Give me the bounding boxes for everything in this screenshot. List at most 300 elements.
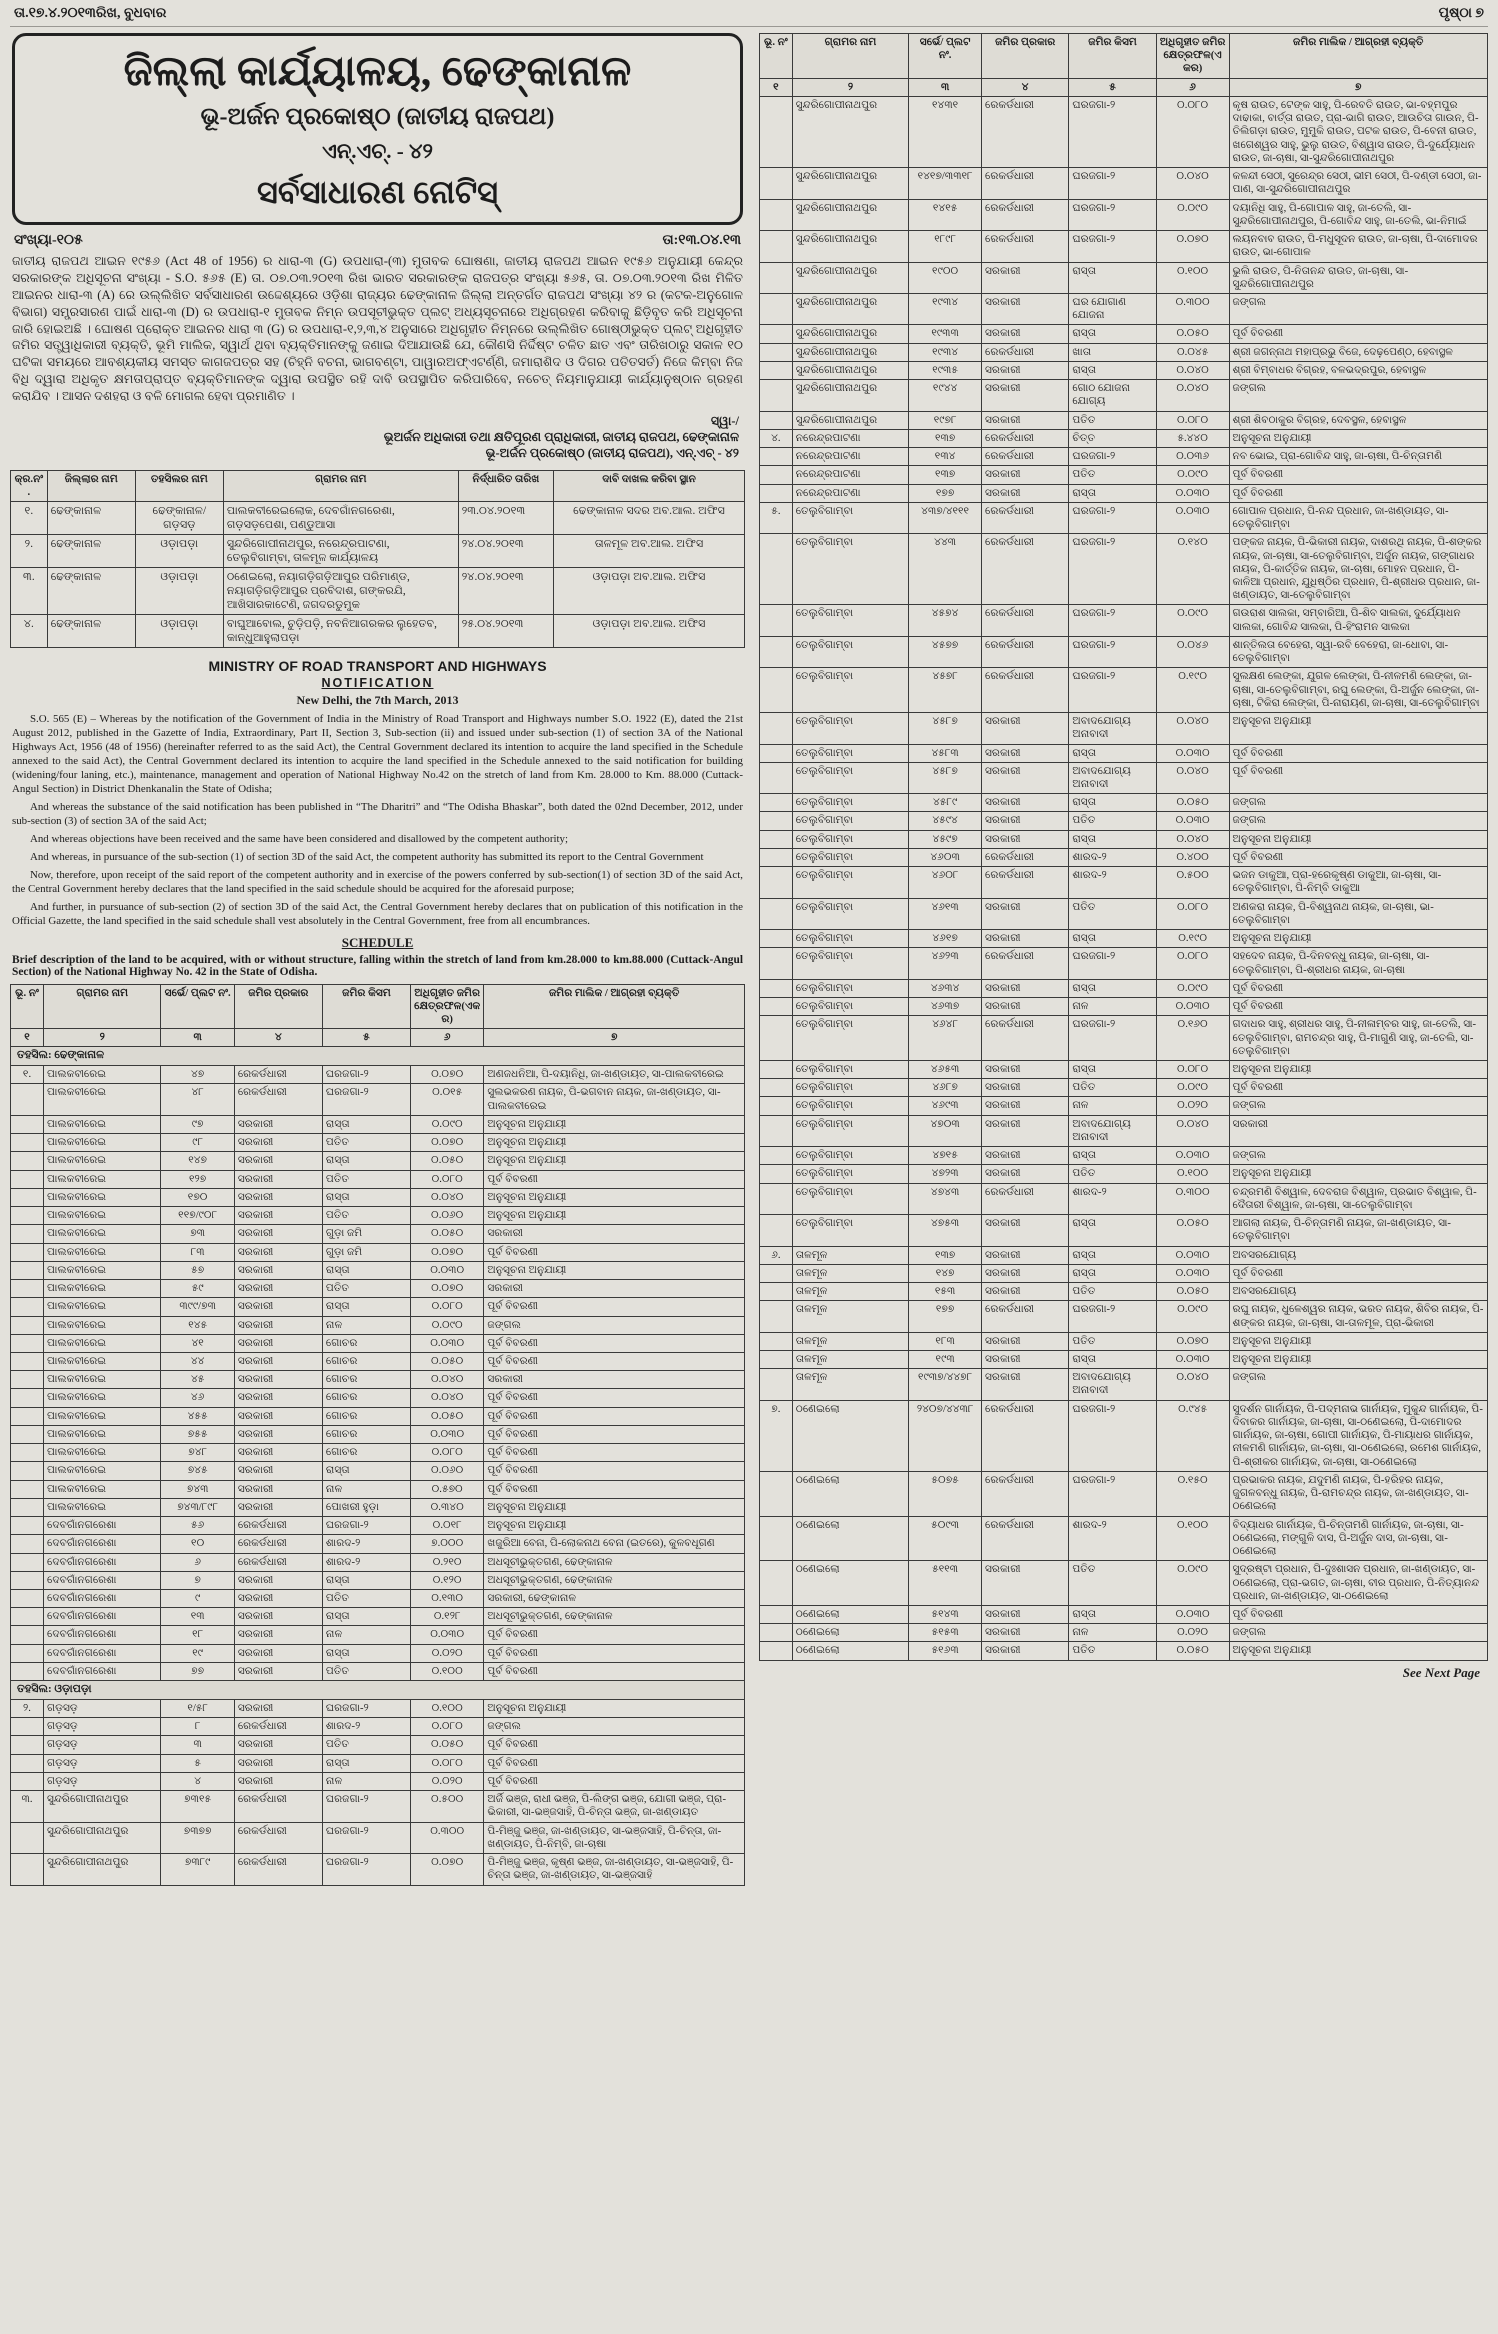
- table-cell: ଶ୍ରୀ ବିମ୍ବାଧର ବିଗ୍ରହ, ବଳଭଦ୍ରପୁର, ହେବାସ୍ଥଳ: [1229, 361, 1487, 379]
- table-cell: ୪୭୫୩: [909, 1215, 982, 1246]
- table-row: [11, 1480, 745, 1498]
- table-cell: କୃଷ ରାଉତ, ଟେଙ୍କ ସାହୁ, ପି-ରେବତି ରାଉତ, ଭା-ବହ୍ମପୁର ଦାଢାକା, ବାର୍ତ୍ତା ରାଉତ, ପ୍ରା-ଭାଗି ରାଉତ, ଆଉଚିତା ଗାଉନ, ପି-ତିଲିଗଡ଼ା ରାଉତ, ମୁମୁକି ରାଉତ, ପଟକ ରାଉତ, ପି-ବେନୀ ରାଉତ, ଖଗେଶ୍ୱର ସାହୁ, ଭୁଲୁ ରାଉତ, ବିଶ୍ୱାସ ରାଉତ, ପି-ଦୁର୍ଯ୍ୟୋଧନ ରାଉତ, ଜା-ଚାଷା, ସା-ସୁନ୍ଦରିଗୋପୀନାଥପୁର: [1229, 96, 1487, 167]
- signature-office: ଭୂ-ଅର୍ଜନ ପ୍ରକୋଷ୍ଠ (ଜାତୀୟ ରାଜପଥ), ଏନ୍.ଏଚ୍ - ୪୨: [485, 446, 739, 461]
- table-cell: ୭.: [760, 1400, 793, 1471]
- table-cell: ପୂର୍ବ ବିବରଣୀ: [1229, 466, 1487, 484]
- table-cell: ତେଲୁବିଗାମ୍ବା: [792, 998, 908, 1016]
- table-cell: ୧୪୧୫: [909, 199, 982, 230]
- table-cell: ୨୪୦୭/୪୪୩୮: [909, 1400, 982, 1471]
- table-cell: ୦.୦୨୦: [1156, 1624, 1229, 1642]
- table-cell: ରାସ୍ତା: [1069, 1605, 1156, 1623]
- table-cell: [760, 448, 793, 466]
- table-row: [11, 1736, 745, 1754]
- table-cell: ପାଲକବୀରେଇ: [44, 1280, 161, 1298]
- table-cell: [11, 1243, 44, 1261]
- table-cell: ଜଙ୍ଗଲ: [1229, 1097, 1487, 1115]
- columns: [10, 31, 1488, 1886]
- table-cell: ଓଡ଼ାପଡ଼ା ଅବ.ଆଲ. ଅଫିସ: [554, 615, 745, 648]
- table-cell: ଠଣେଇଲୋ, ନୟାଗଡ଼ିଗଡ଼ିଆପୁର ପରିମାଣ୍ଡ, ନୟାଗଡ଼ିଗଡ଼ିଆପୁର ପ୍ରବିଦାଶ, ଗଙ୍କରଯି, ଆଖିସାରକାଟେଣି, ଜଗଦରଡୁମୁକ: [223, 568, 458, 615]
- table-cell: ସରକାରୀ: [982, 794, 1069, 812]
- table-cell: ବାଘୁଆବୋଲ, ଚୁଡ଼ିପଡ଼ି, ନବନିଆଗରକର ଲୁହେତବ, କାନ୍ଧୁଆହୁଲାପଡ଼ା: [223, 615, 458, 648]
- table-cell: ଅନୁସୂଚନା ଅନୁଯାୟୀ: [1229, 930, 1487, 948]
- table-cell: ୦.୧୦୦: [411, 1662, 484, 1680]
- table-cell: ୭୫୫: [161, 1425, 234, 1443]
- table-cell: ନରେନ୍ଦ୍ରପାଟଣା: [792, 448, 908, 466]
- table-cell: [760, 1350, 793, 1368]
- table-cell: ୦.୦୨୦: [411, 1644, 484, 1662]
- table-cell: ଘରଜଗା-୨: [322, 1822, 410, 1853]
- table-cell: [760, 636, 793, 667]
- table-cell: ତେଲୁବିଗାମ୍ବା: [792, 830, 908, 848]
- table-cell: ସରକାରୀ: [484, 1280, 745, 1298]
- table-cell: [760, 898, 793, 929]
- table-cell: [760, 762, 793, 793]
- table-row: [11, 502, 745, 535]
- table-cell: ସରକାରୀ: [234, 1754, 322, 1772]
- table-cell: ସରକାରୀ: [234, 1462, 322, 1480]
- table-cell: ରାସ୍ତା: [1069, 830, 1156, 848]
- table-cell: ୦.୦୩୦: [1156, 1246, 1229, 1264]
- table-cell: ରେକର୍ଡଧାରୀ: [234, 1084, 322, 1115]
- notification-paragraph: And further, in pursuance of sub-section (2) of section 3D of the said Act, the Central Government hereby declares that on publication of this notification in the Official Gazette, the land specified in the said schedule shall vest absolutely in the Central Government, free from all encumbrances.: [12, 900, 743, 927]
- table-row: [11, 1316, 745, 1334]
- table-cell: [760, 1079, 793, 1097]
- see-next-page-note: See Next Page: [1402, 1664, 1480, 1680]
- table-cell: ସୁନ୍ଦରିଗୋପୀନାଥପୁର: [792, 343, 908, 361]
- table-cell: ୫୧୫୩: [909, 1624, 982, 1642]
- table-row: [760, 231, 1488, 262]
- table-cell: ରେକର୍ଡଧାରୀ: [982, 848, 1069, 866]
- table-cell: ପାଲକବୀରେଇ: [44, 1084, 161, 1115]
- table-row: [760, 1301, 1488, 1332]
- table-cell: [11, 1535, 44, 1553]
- table-cell: ୩.: [11, 1791, 44, 1822]
- column-header: ୫: [322, 1029, 410, 1047]
- table-cell: ଅର୍ଜି ଭଞ୍ଜ, ରାଧୀ ଭଞ୍ଜ, ପି-ଲିଙ୍ଗ ଭଞ୍ଜ, ଯୋଗୀ ଭଞ୍ଜ, ପ୍ରା-ଭିକାରୀ, ସା-ଭଞ୍ଜସାହି, ପି-ଚିନ୍ତା ଭଞ୍ଜ, ଜା-ଖଣ୍ଡାୟତ: [484, 1791, 745, 1822]
- table-cell: [760, 812, 793, 830]
- table-cell: ଘର ଯୋଗାଣ ଯୋଜନା: [1069, 293, 1156, 324]
- table-cell: ଘରଜଗା-୨: [1069, 636, 1156, 667]
- table-cell: ୧୭୭: [909, 1301, 982, 1332]
- table-cell: ୨୪.୦୪.୨୦୧୩: [458, 568, 553, 615]
- table-cell: ସରକାରୀ: [234, 1644, 322, 1662]
- table-cell: ୪୬: [161, 1389, 234, 1407]
- table-cell: ତେଲୁବିଗାମ୍ବା: [792, 668, 908, 713]
- table-cell: ପାଲକବୀରେଇ: [44, 1298, 161, 1316]
- table-row: [760, 1332, 1488, 1350]
- table-row: [760, 380, 1488, 411]
- table-cell: ରେକର୍ଡଧାରୀ: [982, 668, 1069, 713]
- table-cell: ୧୯୦୦: [909, 262, 982, 293]
- table-cell: ୧୯୩୪: [909, 293, 982, 324]
- table-cell: ତେଲୁବିଗାମ୍ବା: [792, 948, 908, 979]
- table-cell: ଅନୁସୂଚନା ଅନୁଯାୟୀ: [1229, 713, 1487, 744]
- table-row: [11, 1699, 745, 1717]
- table-cell: ରେକର୍ଡଧାରୀ: [982, 1516, 1069, 1561]
- notification-paragraph: And whereas objections have been received and the same have been considered and disallowed by the competent authority;: [30, 832, 568, 845]
- table-cell: ଅନୁସୂଚନା ଅନୁଯାୟୀ: [484, 1188, 745, 1206]
- table-cell: ରଘୁ ନାୟକ, ଧୁଳେଶ୍ୱର ନାୟକ, ଭରତ ନାୟକ, ଶିବିର ନାୟକ, ପି-ଶଙ୍କର ନାୟକ, ଜା-ଚାଷା, ସା-ତାଳମୂଳ, ପ୍ରା-ଭିକାରୀ: [1229, 1301, 1487, 1332]
- table-cell: ୦.୦୭୦: [1156, 1332, 1229, 1350]
- table-row: [11, 1517, 745, 1535]
- notification-paragraph: And whereas, in pursuance of the sub-section (1) of section 3D of the said Act, the competent authority has submitted its report to the Central Government: [30, 850, 704, 863]
- table-cell: ଜଙ୍ଗଲ: [1229, 1369, 1487, 1400]
- table-cell: ପୂର୍ବ ବିବରଣୀ: [1229, 979, 1487, 997]
- table-row: [11, 1553, 745, 1571]
- table-cell: ପୂର୍ବ ବିବରଣୀ: [484, 1480, 745, 1498]
- table-cell: ସରକାରୀ: [234, 1699, 322, 1717]
- table-cell: ରେକର୍ଡଧାରୀ: [234, 1553, 322, 1571]
- table-cell: ପୂର୍ବ ବିବରଣୀ: [1229, 762, 1487, 793]
- table-cell: ୪୬୯୩: [909, 1097, 982, 1115]
- table-cell: [11, 1152, 44, 1170]
- table-row: [760, 668, 1488, 713]
- table-cell: ୧୯୪୪: [909, 380, 982, 411]
- table-cell: [760, 361, 793, 379]
- table-row: [11, 1590, 745, 1608]
- table-row: [760, 830, 1488, 848]
- table-cell: [11, 1444, 44, 1462]
- table-cell: [11, 1590, 44, 1608]
- table-cell: ଅନୁସୂଚନା ଅନୁଯାୟୀ: [484, 1207, 745, 1225]
- table-cell: ସରକାରୀ: [234, 1407, 322, 1425]
- table-cell: ଘରଜଗା-୨: [1069, 1016, 1156, 1061]
- table-cell: ରାସ୍ତା: [1069, 979, 1156, 997]
- table-cell: ୦.୨୧୦: [411, 1553, 484, 1571]
- table-cell: ୦.୦୮୦: [1156, 411, 1229, 429]
- table-cell: ୬: [161, 1553, 234, 1571]
- table-cell: [11, 1407, 44, 1425]
- column-header: ଗ୍ରାମର ନାମ: [792, 34, 908, 79]
- table-cell: [11, 1280, 44, 1298]
- table-cell: ତାଳମୂଳ: [792, 1264, 908, 1282]
- table-cell: ତେଲୁବିଗାମ୍ବା: [792, 1097, 908, 1115]
- column-header: ୪: [982, 78, 1069, 96]
- table-cell: ୧୪୭: [909, 1264, 982, 1282]
- table-cell: ସରକାରୀ: [982, 293, 1069, 324]
- table-cell: ତେଲୁବିଗାମ୍ବା: [792, 605, 908, 636]
- table-cell: ଅନୁସୂଚନା ଅନୁଯାୟୀ: [1229, 1350, 1487, 1368]
- table-row: [11, 1188, 745, 1206]
- table-cell: ଅଧସୂଚୀଭୁକ୍ତଗଣ, ଢେଙ୍କାନାଳ: [484, 1553, 745, 1571]
- table-cell: ଅଣଜଧନିଆ, ପି-ଦୟାନିଧି, ଜା-ଖଣ୍ଡାୟତ, ସା-ପାଲକବୀରେଇ: [484, 1066, 745, 1084]
- table-cell: ପୂର୍ବ ବିବରଣୀ: [484, 1425, 745, 1443]
- notification-heading: NOTIFICATION: [321, 676, 434, 691]
- table-row: [11, 615, 745, 648]
- table-cell: ୪.: [11, 615, 48, 648]
- table-cell: ପୂର୍ବ ବିବରଣୀ: [484, 1644, 745, 1662]
- table-cell: ଗଦାଧର ସାହୁ, ଶ୍ରୀଧର ସାହୁ, ପି-ନୀଳାମ୍ବର ସାହୁ, ଜା-ତେଲି, ସା-ତେଲୁବିଗାମ୍ବା, ରାମଚନ୍ଦ୍ର ସାହୁ, ପି-ମାଗୁଣି ସାହୁ, ଜା-ତେଲି, ସା-ତେଲୁବିଗାମ୍ବା: [1229, 1016, 1487, 1061]
- table-cell: ପତିତ: [322, 1736, 410, 1754]
- header-row: [11, 1029, 745, 1047]
- column-header: ଜମିର କିସମ: [322, 984, 410, 1029]
- table-cell: ୩.: [11, 568, 48, 615]
- table-cell: [11, 1170, 44, 1188]
- table-cell: ରାସ୍ତା: [322, 1152, 410, 1170]
- table-cell: ସରକାରୀ: [234, 1170, 322, 1188]
- table-cell: ଅନୁସୂଚନା ଅନୁଯାୟୀ: [484, 1261, 745, 1279]
- table-cell: ୦.୦୪୦: [1156, 1115, 1229, 1146]
- table-cell: ୦.୧୬୦: [1156, 1016, 1229, 1061]
- table-cell: ଘରଜଗା-୨: [1069, 668, 1156, 713]
- table-cell: ସୁଲକ୍ଷଣ ଲେଙ୍କା, ଯୁଗଳ ଲେଙ୍କା, ପି-ନୀଳମଣି ଲେଙ୍କା, ଜା-ଚାଷା, ସା-ତେଲୁବିଗାମ୍ବା, ରଘୁ ଲେଙ୍କା, ପି-ଅର୍ଜୁନ ଲେଙ୍କା, ଜା-ଚାଷା, ଟିକିରା ଲେଙ୍କା, ପି-ନାରାୟଣ, ଜା-ଚାଷା, ସା-ତେଲୁବିଗାମ୍ବା: [1229, 668, 1487, 713]
- table-cell: ସୁନ୍ଦରିଗୋପୀନାଥପୁର: [792, 325, 908, 343]
- table-cell: ସରକାରୀ: [982, 812, 1069, 830]
- header-row: [760, 34, 1488, 79]
- table-row: [760, 361, 1488, 379]
- table-cell: ୦.୧୦୦: [1156, 1165, 1229, 1183]
- table-cell: ଗୋପାଳ ପ୍ରଧାନ, ପି-ନନ୍ଦ ପ୍ରଧାନ, ଜା-ଖଣ୍ଡାୟତ, ସା-ତେଲୁବିଗାମ୍ବା: [1229, 502, 1487, 533]
- table-cell: ପୂର୍ବ ବିବରଣୀ: [1229, 1079, 1487, 1097]
- table-cell: ୦.୩୦୦: [411, 1822, 484, 1853]
- reference-date: ତା:୧୩.୦୪.୧୩: [662, 233, 741, 249]
- table-cell: ୦.୦୫୦: [411, 1407, 484, 1425]
- table-row: [760, 605, 1488, 636]
- table-row: [11, 1115, 745, 1133]
- highway-number: ଏନ୍.ଏଚ୍. - ୪୨: [322, 139, 433, 164]
- table-row: [11, 1754, 745, 1772]
- table-row: [760, 1350, 1488, 1368]
- signature-designation: ଭୂଅର୍ଜନ ଅଧିକାରୀ ତଥା କ୍ଷତିପୂରଣ ପ୍ରାଧିକାରୀ, ଜାତୀୟ ରାଜପଥ, ଢେଙ୍କାନାଳ: [383, 430, 739, 445]
- table-cell: [760, 1561, 793, 1606]
- table-cell: ୭୩୮୯: [161, 1854, 234, 1885]
- table-cell: ୧୨୭: [161, 1170, 234, 1188]
- table-cell: ପାଲକବୀରେଇ: [44, 1134, 161, 1152]
- table-cell: ୪୪୩: [909, 534, 982, 605]
- table-cell: [760, 794, 793, 812]
- table-row: [760, 1283, 1488, 1301]
- column-header: ଜମିର ମାଲିକ / ଆଗ୍ରହୀ ବ୍ୟକ୍ତି: [484, 984, 745, 1029]
- table-cell: ରେକର୍ଡଧାରୀ: [982, 1183, 1069, 1214]
- table-row: [760, 1016, 1488, 1061]
- table-cell: ଶାରଦ-୨: [1069, 1183, 1156, 1214]
- table-cell: ୧୩୭: [909, 1246, 982, 1264]
- table-cell: ୨୩.୦୪.୨୦୧୩: [458, 502, 553, 535]
- table-row: [760, 1605, 1488, 1623]
- table-row: [760, 930, 1488, 948]
- signature-mark: ସ୍ୱା-/: [710, 413, 739, 428]
- table-cell: ଘରଜଗା-୨: [1069, 534, 1156, 605]
- table-cell: [11, 1134, 44, 1152]
- table-row: [760, 1642, 1488, 1660]
- table-cell: ଗଡ଼ସଡ଼: [44, 1736, 161, 1754]
- table-cell: ଅନୁସୂଚନା ଅନୁଯାୟୀ: [1229, 1642, 1487, 1660]
- table-cell: ପଙ୍କଜ ନାୟକ, ପି-ଭିକାରୀ ନାୟକ, ଦାଶରଥି ନାୟକ, ପି-ଶଙ୍କର ନାୟକ, ଜା-ଚାଷା, ସା-ତେଲୁବିଗାମ୍ବା, ଅର୍ଜୁନ ନାୟକ, ଗଙ୍ଗାଧର ନାୟକ, ପି-କାର୍ତ୍ତିକ ନାୟକ, ଜା-ଚାଷା, ମୋହନ ପ୍ରଧାନ, ପି-କାଳିଆ ପ୍ରଧାନ, ଯୁଧିଷ୍ଠିର ପ୍ରଧାନ, ପି-ଶ୍ରୀଧର ପ୍ରଧାନ, ଜା-ଖଣ୍ଡାୟତ, ସା-ତେଲୁବିଗାମ୍ବା: [1229, 534, 1487, 605]
- table-cell: ସୁନ୍ଦରିଗୋପୀନାଥପୁର, ନରେନ୍ଦ୍ରପାଟଣା, ତେଲୁବିଗାମ୍ବା, ତାଳମୂଳ କାର୍ଯ୍ୟାଳୟ: [223, 535, 458, 568]
- table-cell: ପତିତ: [1069, 1561, 1156, 1606]
- table-row: [760, 1369, 1488, 1400]
- table-cell: ରେକର୍ଡଧାରୀ: [982, 199, 1069, 230]
- table-cell: ଅବାଦଯୋଗ୍ୟ ଅନାବାଦୀ: [1069, 762, 1156, 793]
- table-cell: ରାସ୍ତା: [1069, 361, 1156, 379]
- table-cell: [760, 325, 793, 343]
- table-cell: [11, 1480, 44, 1498]
- table-cell: ରାସ୍ତା: [322, 1571, 410, 1589]
- table-cell: [11, 1626, 44, 1644]
- table-cell: [11, 1261, 44, 1279]
- table-cell: [760, 380, 793, 411]
- table-cell: ଢେଙ୍କାନାଳ: [47, 615, 135, 648]
- table-cell: ପାଲକବୀରେଇ: [44, 1352, 161, 1370]
- table-cell: [11, 1498, 44, 1516]
- table-cell: ଅଧସୂଚୀଭୁକ୍ତଗଣ, ଢେଙ୍କାନାଳ: [484, 1571, 745, 1589]
- table-cell: [11, 1553, 44, 1571]
- table-cell: ୪୬୩୪: [909, 979, 982, 997]
- table-cell: ସୁନ୍ଦରିଗୋପୀନାଥପୁର: [44, 1822, 161, 1853]
- table-cell: ୨.: [11, 1699, 44, 1717]
- table-row: [760, 96, 1488, 167]
- table-cell: ଦେବଗାଁନଗରେଶା: [44, 1590, 161, 1608]
- table-cell: ୧୧୭/୯୦୮: [161, 1207, 234, 1225]
- table-cell: ୦.୦୯୦: [1156, 466, 1229, 484]
- table-cell: ୮: [161, 1718, 234, 1736]
- table-cell: ୧୯: [161, 1644, 234, 1662]
- table-cell: ରେକର୍ଡଧାରୀ: [982, 534, 1069, 605]
- table-cell: ପତିତ: [1069, 1332, 1156, 1350]
- table-cell: ୦.୦୩୦: [1156, 502, 1229, 533]
- table-cell: ତେଲୁବିଗାମ୍ବା: [792, 744, 908, 762]
- table-cell: ପତିତ: [1069, 1079, 1156, 1097]
- table-row: [11, 1407, 745, 1425]
- table-row: [11, 568, 745, 615]
- table-cell: ରେକର୍ଡଧାରୀ: [234, 1791, 322, 1822]
- table-cell: ପି-ମିଞ୍ଜୁ ଭଞ୍ଜ, କୃଷ୍ଣ ଭଞ୍ଜ, ଜା-ଖଣ୍ଡାୟତ, ସା-ଭଞ୍ଜସାହି, ପି-ଚିନ୍ତା ଭଞ୍ଜ, ଜା-ଖଣ୍ଡାୟତ, ସା-ଭଞ୍ଜସାହି: [484, 1854, 745, 1885]
- table-cell: [760, 262, 793, 293]
- table-row: [760, 867, 1488, 898]
- table-cell: ଦୟାନିଧି ସାହୁ, ପି-ଗୋପାଳ ସାହୁ, ଜା-ତେଲି, ସା-ସୁନ୍ଦରିଗୋପୀନାଥପୁର, ପି-ଗୋବିନ୍ଦ ସାହୁ, ଜା-ତେଲି, ଭା-ନିମାଇଁ: [1229, 199, 1487, 230]
- table-cell: ୬.: [760, 1246, 793, 1264]
- table-cell: ୯: [161, 1590, 234, 1608]
- table-cell: ରେକର୍ଡଧାରୀ: [982, 343, 1069, 361]
- table-cell: ଗୋଚର: [322, 1389, 410, 1407]
- table-cell: ୫: [161, 1754, 234, 1772]
- table-cell: ୪୬୩୭: [909, 998, 982, 1016]
- table-cell: ୦.୦୯୦: [411, 1316, 484, 1334]
- table-row: [11, 1225, 745, 1243]
- table-row: [760, 898, 1488, 929]
- table-cell: ପୂର୍ବ ବିବରଣୀ: [1229, 848, 1487, 866]
- table-row: [11, 1047, 745, 1066]
- table-cell: ତେଲୁବିଗାମ୍ବା: [792, 979, 908, 997]
- table-cell: ପାଲକବୀରେଇ: [44, 1371, 161, 1389]
- table-row: [760, 1400, 1488, 1471]
- table-cell: ଅନୁସୂଚନା ଅନୁଯାୟୀ: [1229, 429, 1487, 447]
- table-cell: [760, 605, 793, 636]
- table-cell: ୦.୧୪୦: [1156, 534, 1229, 605]
- table-row: [760, 744, 1488, 762]
- table-cell: ଅବାଦଯୋଗ୍ୟ ଅନାବାଦୀ: [1069, 1115, 1156, 1146]
- table-cell: [760, 713, 793, 744]
- table-cell: ତେଲୁବିଗାମ୍ବା: [792, 930, 908, 948]
- table-cell: ତେଲୁବିଗାମ୍ବା: [792, 1215, 908, 1246]
- table-cell: ୯୭: [161, 1115, 234, 1133]
- table-cell: ତାଳମୂଳ: [792, 1332, 908, 1350]
- table-cell: ସରକାରୀ: [982, 1332, 1069, 1350]
- table-cell: [760, 1642, 793, 1660]
- table-cell: ଖଜୁରିଆ ବେନା, ପି-ଲୋକନାଥ ବେନା (ଇତରେ), କୁଳବଧୂଗଣ: [484, 1535, 745, 1553]
- table-cell: ୧୪୩୧: [909, 96, 982, 167]
- table-cell: ୦.୦୫୦: [411, 1352, 484, 1370]
- table-cell: ୪୫୮୩: [909, 744, 982, 762]
- table-cell: [760, 867, 793, 898]
- table-cell: ଘରଜଗା-୨: [322, 1791, 410, 1822]
- table-cell: [760, 979, 793, 997]
- column-header: ୭: [484, 1029, 745, 1047]
- notification-place-date: New Delhi, the 7th March, 2013: [296, 693, 459, 708]
- table-cell: ୪୫୫: [161, 1407, 234, 1425]
- reference-row: [10, 231, 745, 251]
- table-cell: ୭୪୫: [161, 1462, 234, 1480]
- table-cell: ରେକର୍ଡଧାରୀ: [982, 448, 1069, 466]
- table-cell: ଅବାଦଯୋଗ୍ୟ ଅନାବାଦୀ: [1069, 1369, 1156, 1400]
- table-cell: ପତିତ: [1069, 1642, 1156, 1660]
- table-cell: ଭୁଲି ରାଉତ, ପି-ନିତାନନ୍ଦ ରାଉତ, ଜା-ଚାଷା, ସା-ସୁନ୍ଦରିଗୋପୀନାଥପୁର: [1229, 262, 1487, 293]
- table-cell: ତାଳମୂଳ: [792, 1246, 908, 1264]
- notification-paragraph: Now, therefore, upon receipt of the said report of the competent authority and in exercise of the powers conferred by sub-section(1) of section 3D of the said Act, the Central Government hereby declares that the land specified in the said schedule should be acquired for the aforesaid purpose;: [12, 868, 743, 895]
- table-cell: [760, 293, 793, 324]
- column-header: ୧: [760, 78, 793, 96]
- right-column: [759, 31, 1488, 1681]
- table-cell: [760, 1097, 793, 1115]
- table-cell: ପାଲକବୀରେଇ: [44, 1066, 161, 1084]
- table-cell: ସରକାରୀ: [234, 1152, 322, 1170]
- table-cell: ୦.୪୦୦: [1156, 848, 1229, 866]
- tehsil-section-row: ତହସିଲ: ଢେଙ୍କାନାଳ: [11, 1047, 745, 1066]
- notification-paragraph: S.O. 565 (E) – Whereas by the notification of the Government of India in the Ministry of Road Transport and Highways number S.O. 1922 (E), dated the 21st August 2012, published in the Gazette of India, Extraordinary, Part II, Section 3, Sub-section (ii) and issued under sub-section (1) of section 3A of the National Highways Act, 1956 (48 of 1956) (hereinafter referred to as the said Act), the Central Government declared its intention to acquire the land specified in the Schedule annexed to the said Act), the Central Government declared its intention to acquire the land specified in the Schedule annexed to the said notification for building (widening/four laning, etc.), maintenance, management and operation of National Highway No.42 on the stretch of land from Km. 28.000 to Km. 88.000 (Cuttack-Angul Section) in District Dhenkanalin the State of Odisha;: [12, 713, 743, 795]
- table-cell: [760, 1332, 793, 1350]
- table-cell: [11, 1772, 44, 1790]
- column-header: ଜିଲ୍ଲାର ନାମ: [47, 470, 135, 501]
- table-cell: ୦.୦୪୦: [1156, 380, 1229, 411]
- table-cell: ୦.୦୫୦: [1156, 1642, 1229, 1660]
- table-cell: ସରକାରୀ: [234, 1608, 322, 1626]
- table-cell: ସରକାରୀ: [982, 484, 1069, 502]
- table-cell: ୦.୦୪୬: [1156, 636, 1229, 667]
- table-cell: ସରକାରୀ: [234, 1425, 322, 1443]
- table-cell: ରାସ୍ତା: [322, 1261, 410, 1279]
- table-cell: ୪୫: [161, 1371, 234, 1389]
- table-row: [760, 325, 1488, 343]
- table-cell: ଗଡ଼ସଡ଼: [44, 1772, 161, 1790]
- table-cell: ୪୫୭୪: [909, 605, 982, 636]
- table-cell: ସରକାରୀ: [982, 1147, 1069, 1165]
- table-cell: ପୋଖରୀ ହୁଡ଼ା: [322, 1498, 410, 1516]
- table-row: [760, 1264, 1488, 1282]
- table-cell: ତେଲୁବିଗାମ୍ବା: [792, 1016, 908, 1061]
- table-cell: ୭୩୧୫: [161, 1791, 234, 1822]
- table-row: [11, 1854, 745, 1885]
- table-cell: ସରକାରୀ: [234, 1188, 322, 1206]
- table-cell: ଦେବଗାଁନଗରେଶା: [44, 1608, 161, 1626]
- table-cell: ତାଳମୂଳ: [792, 1283, 908, 1301]
- table-row: [11, 1822, 745, 1853]
- table-row: [11, 1772, 745, 1790]
- column-header: ଭୂ. ନଂ: [11, 984, 44, 1029]
- table-cell: ଘରଜଗା-୨: [1069, 448, 1156, 466]
- table-cell: ସରକାରୀ: [982, 1165, 1069, 1183]
- table-cell: ତେଲୁବିଗାମ୍ବା: [792, 713, 908, 744]
- table-cell: ୦.୦୩୦: [1156, 744, 1229, 762]
- notification-paragraphs: [12, 713, 743, 928]
- table-cell: ୦.୦୩୦: [411, 1261, 484, 1279]
- table-cell: ସୁନ୍ଦରିଗୋପୀନାଥପୁର: [792, 199, 908, 230]
- table-row: [11, 1462, 745, 1480]
- table-cell: ସରକାରୀ: [234, 1352, 322, 1370]
- table-row: [760, 484, 1488, 502]
- table-cell: ଗୋଚର: [322, 1425, 410, 1443]
- table-cell: ଘରଜଗା-୨: [1069, 1301, 1156, 1332]
- table-cell: ୪୪: [161, 1352, 234, 1370]
